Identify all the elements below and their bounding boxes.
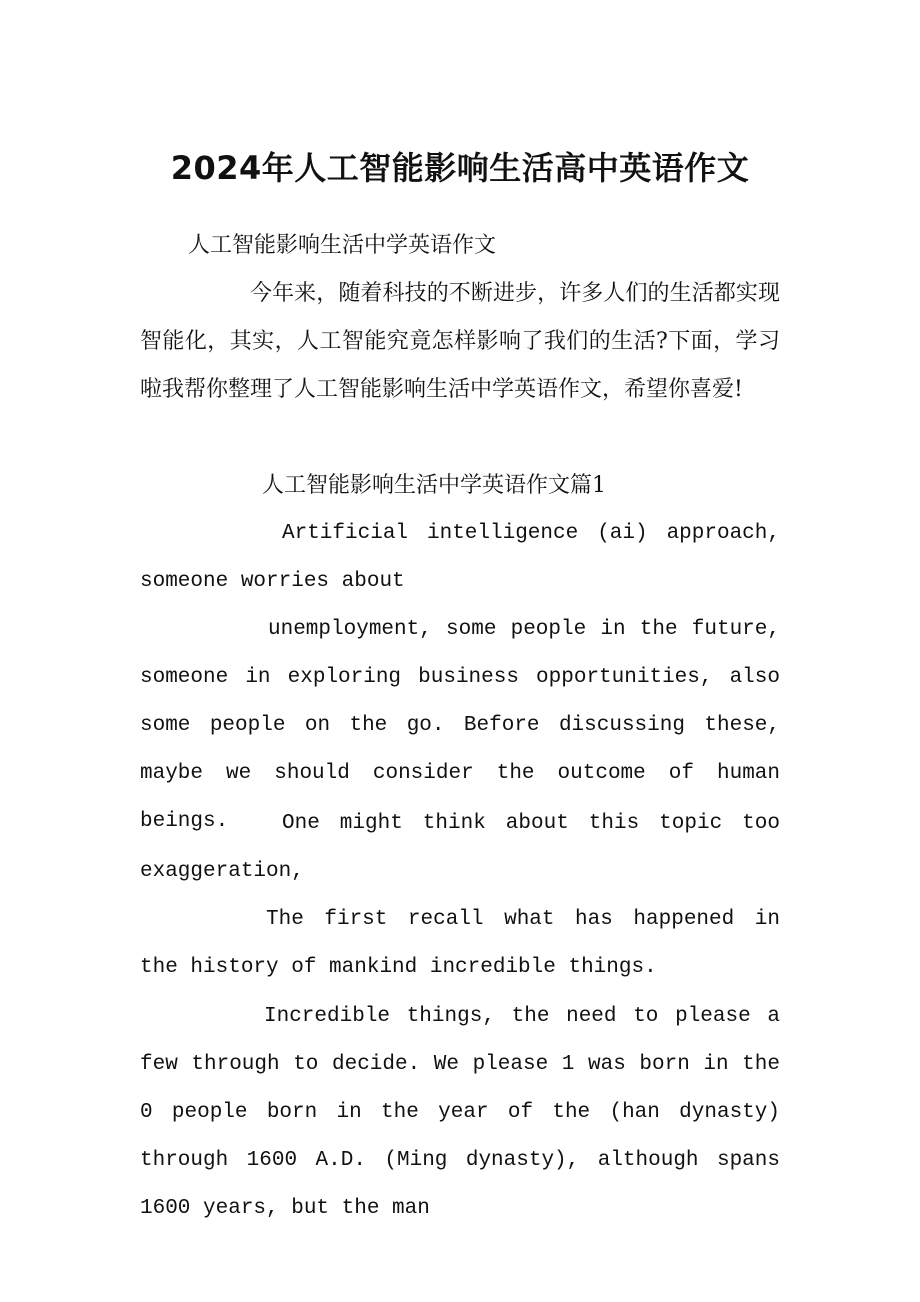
essay-paragraph: Artificial intelligence (ai) approach, someone worries about xyxy=(140,522,780,593)
intro-paragraph: 今年来，随着科技的不断进步，许多人们的生活都实现智能化，其实，人工智能究竟怎样影响了我们的生活?下面，学习啦我帮你整理了人工智能影响生活中学英语作文，希望你喜爱! xyxy=(140,281,780,402)
section-heading: 人工智能影响生活中学英语作文篇1 xyxy=(262,473,606,498)
document-title: 2024年人工智能影响生活高中英语作文 xyxy=(170,149,750,187)
essay-paragraph: Incredible things, the need to please a few through to decide. We please 1 was born in the 0 people born in the year of the (han dynasty) through 1600 A.D. (Ming dynasty), although spans 1600 years, but the man xyxy=(140,1005,780,1220)
essay-paragraph: The first recall what has happened in the history of mankind incredible things. xyxy=(140,908,780,979)
essay-paragraph: unemployment, some people in the future, someone in exploring business opportunities, also some people on the go. Before discussing these, maybe we should consider the outcome of human beings. xyxy=(140,618,780,833)
document-subtitle: 人工智能影响生活中学英语作文 xyxy=(188,233,497,258)
essay-paragraph: One might think about this topic too exaggeration, xyxy=(140,812,780,883)
